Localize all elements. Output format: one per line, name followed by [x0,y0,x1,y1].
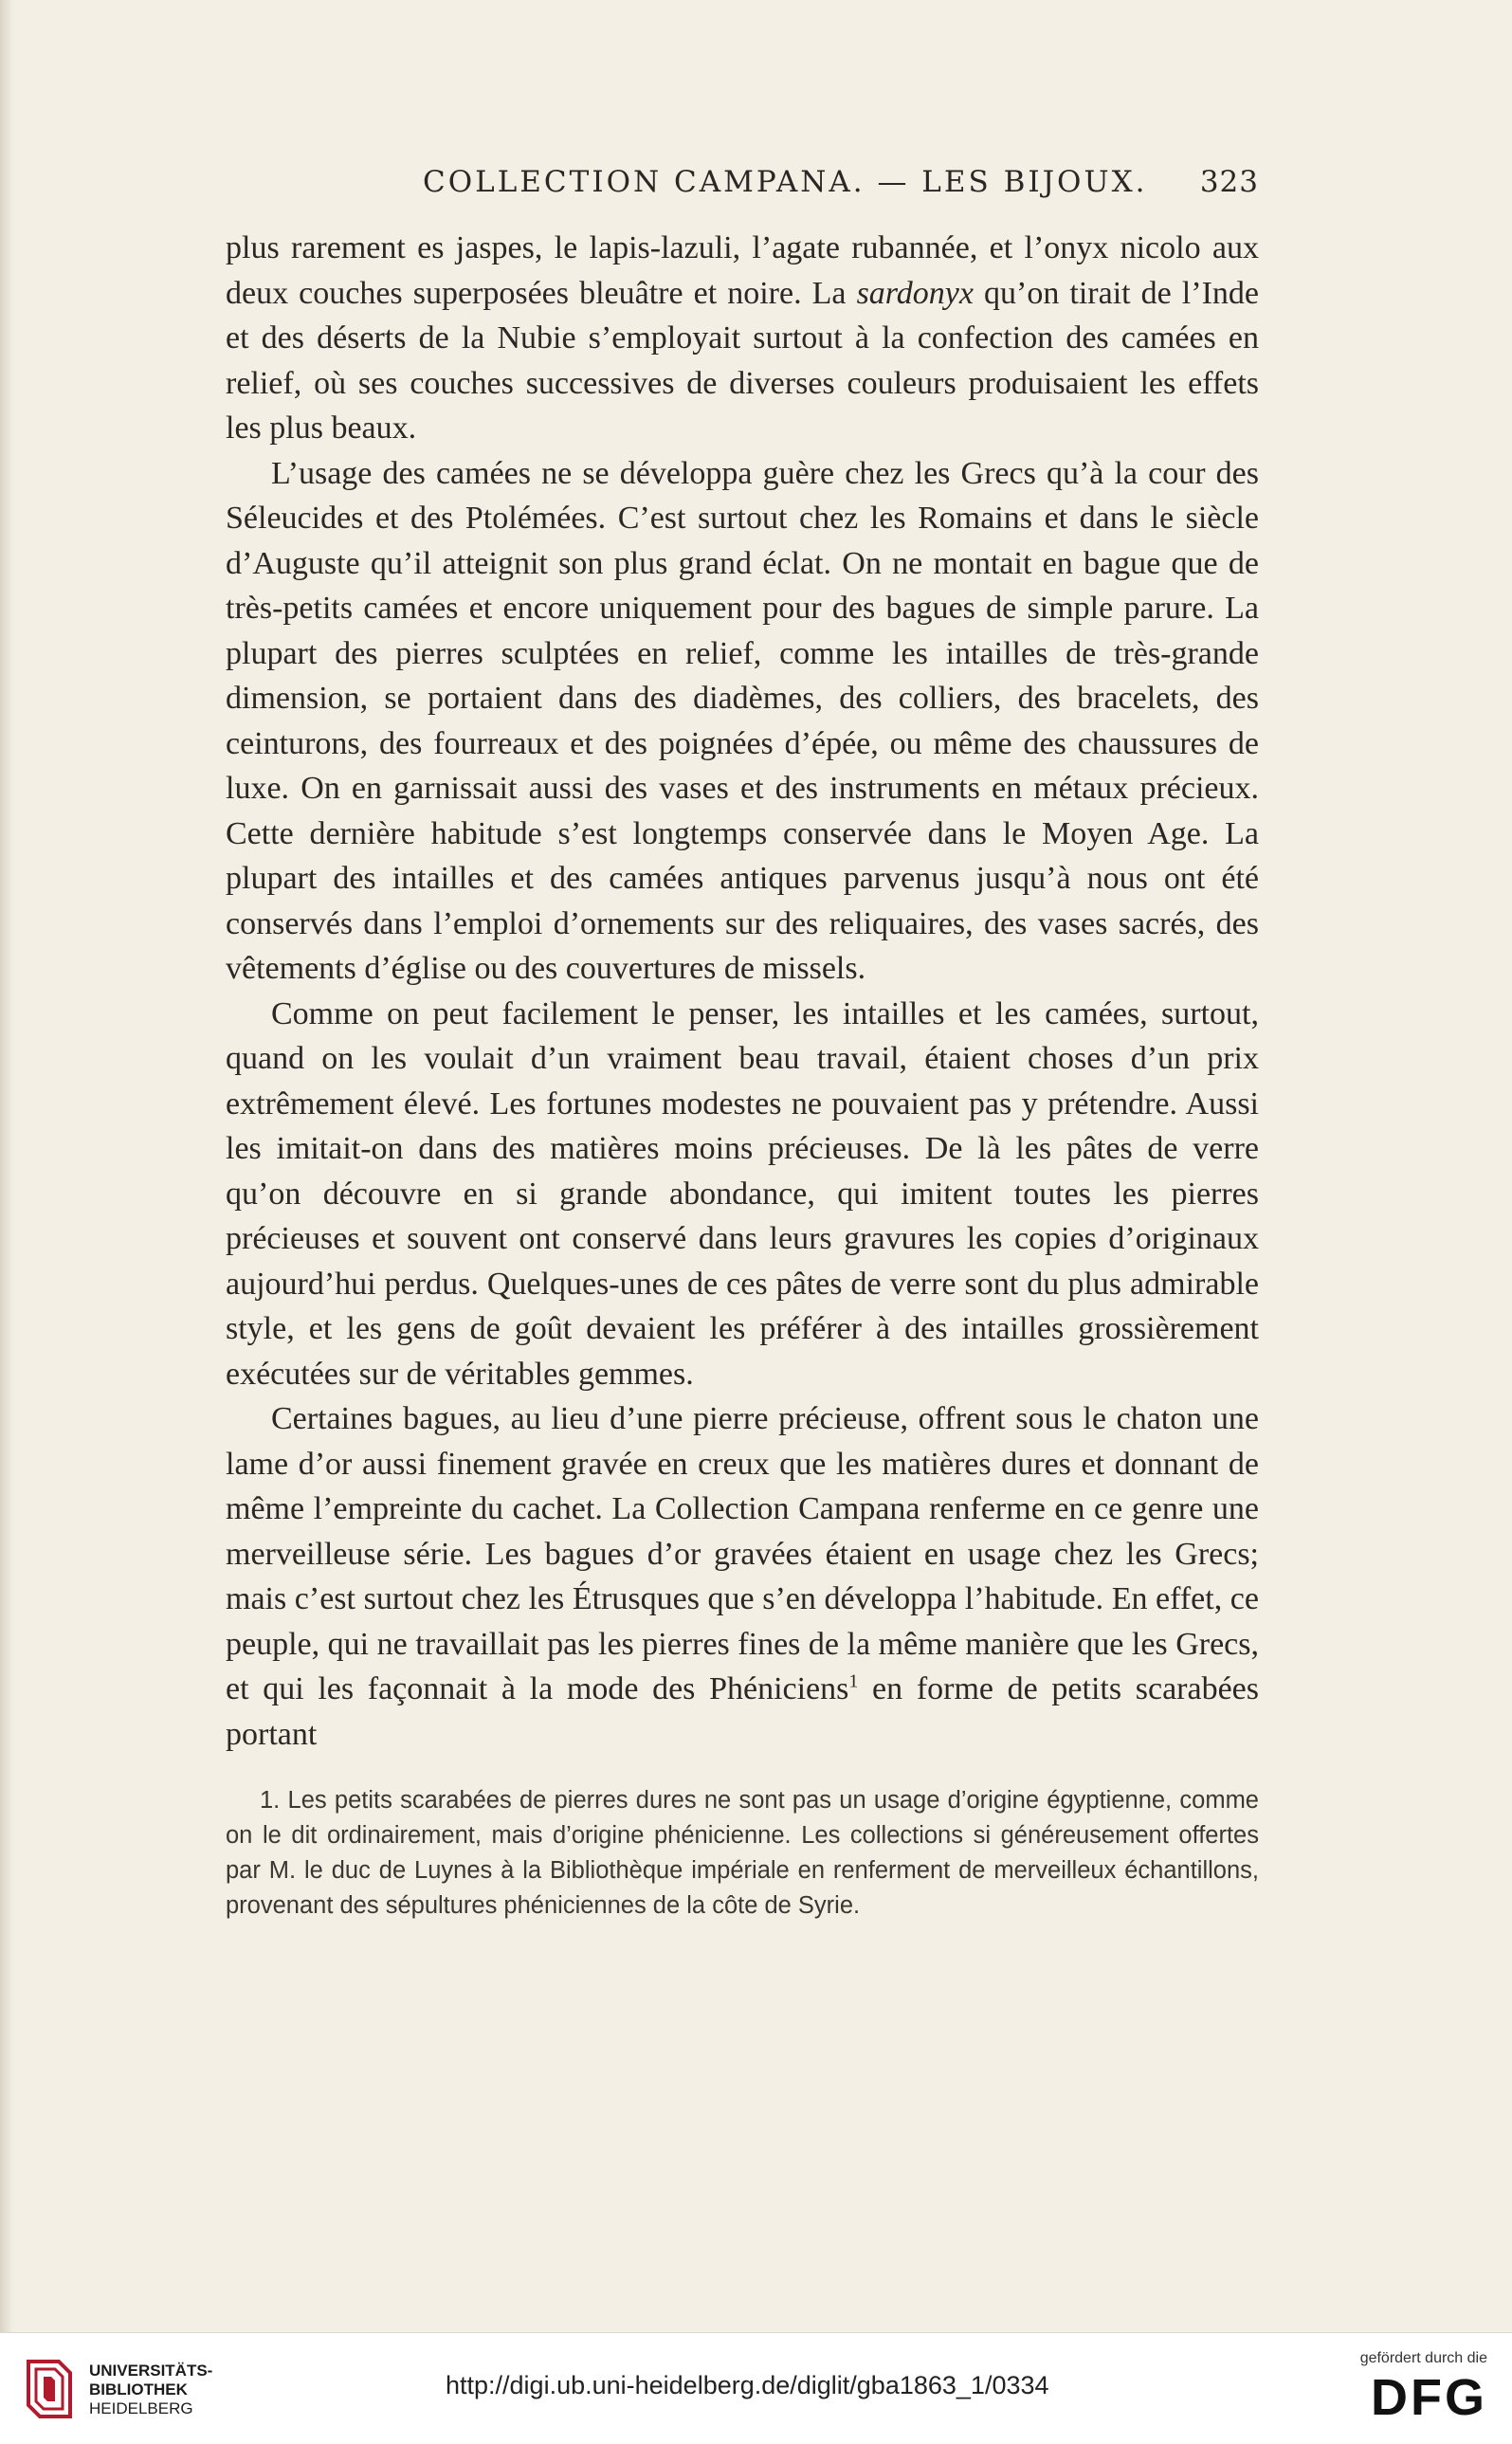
page-number: 323 [1199,165,1259,199]
dfg-logo: DFG [1371,2369,1487,2426]
paragraph-1-text-b: qu’on tirait de l’Inde et des déserts de la Nubie s’employait surtout à la confection des camées en relief, où ses couches successives de diverses couleurs produisaient les effets les plus beaux. [226,275,1259,446]
body-text [226,226,1259,1757]
paragraph-3: Comme on peut facilement le penser, les intailles et les camées, surtout, quand on les voulait d’un vraiment beau travail, étaient choses d’un prix extrêmement élevé. Les fortunes modestes ne pouvaient pas y prétendre. Aussi les imitait-on dans des matières moins précieuses. De là les pâtes de verre qu’on découvre en si grande abondance, qui imitent toutes les pierres précieuses et souvent ont conservé dans leurs gravures les copies d’originaux aujourd’hui perdus. Quelques-unes de ces pâtes de verre sont du plus admirable style, et les gens de goût devaient les préférer à des intailles grossièrement exécutées sur de véritables gemmes. [226,995,1259,1392]
paragraph-4 [226,1396,1259,1757]
footnote-reference[interactable]: 1 [848,1670,859,1692]
book-page [226,161,1259,1924]
library-name-line-2: BIBLIOTHEK [89,2380,188,2398]
university-library-name [89,2362,212,2418]
permalink-url[interactable]: http://digi.ub.uni-heidelberg.de/diglit/gba1863_1/0334 [446,2371,1049,2399]
paragraph-4-text-b: en forme de petits scarabées portant [226,1671,1259,1752]
running-head-title: COLLECTION CAMPANA. — LES BIJOUX. [423,165,1148,199]
italic-term-sardonyx: sardonyx [856,275,974,311]
paragraph-1 [226,226,1259,451]
funding-note-text: gefördert durch die [1359,2350,1487,2366]
running-head [226,161,1259,218]
paragraph-2: L’usage des camées ne se développa guère chez les Grecs qu’à la cour des Séleucides et des Ptolémées. C’est surtout chez les Romains et dans le siècle d’Auguste qu’il atteignit son plus grand éclat. On ne montait en bague que de très-petits camées et encore uniquement pour des bagues de simple parure. La plupart des pierres sculptées en relief, comme les intailles de très-grande dimension, se portaient dans des diadèmes, des colliers, des bracelets, des ceinturons, des fourreaux et des poignées d’épée, ou même des chaussures de luxe. On en garnissait aussi des vases et des instruments en métaux précieux. Cette dernière habitude s’est longtemps conservée dans le Moyen Age. La plupart des intailles et des camées antiques parvenus jusqu’à nous ont été conservés dans l’emploi d’ornements sur des reliquaires, des vases sacrés, des vêtements d’église ou des couvertures de missels. [226,455,1259,986]
scan-page-edge [0,0,13,2443]
funding-note [1326,2350,1487,2428]
library-name-line-3: HEIDELBERG [89,2399,193,2417]
university-library-logo-icon [23,2356,76,2422]
paragraph-4-text-a: Certaines bagues, au lieu d’une pierre précieuse, offrent sous le chaton une lame d’or aussi finement gravée en creux que les matières dures et donnant de même l’empreinte du cachet. La Collection Campana renferme en ce genre une merveilleuse série. Les bagues d’or gravées étaient en usage chez les Grecs; mais c’est surtout chez les Étrusques que s’en développa l’habitude. En effet, ce peuple, qui ne travaillait pas les pierres fines de la même manière que les Grecs, et qui les façonnait à la mode des Phéniciens [226,1401,1259,1706]
digitization-footer [0,2332,1512,2444]
footnote: 1. Les petits scarabées de pierres dures ne sont pas un usage d’origine égyptienne, comme on le dit ordinairement, mais d’origine phénicienne. Les collections si généreusement offertes par M. le duc de Luynes à la Bibliothèque impériale en renferment de merveilleux échantillons, provenant des sépultures phéniciennes de la côte de Syrie. [226,1787,1259,1919]
library-name-line-1: UNIVERSITÄTS- [89,2362,213,2380]
paragraph-1-text-a: plus rarement es jaspes, le lapis-lazuli, l’agate rubannée, et l’onyx nicolo aux deux couches superposées bleuâtre et noire. La [226,230,1259,311]
